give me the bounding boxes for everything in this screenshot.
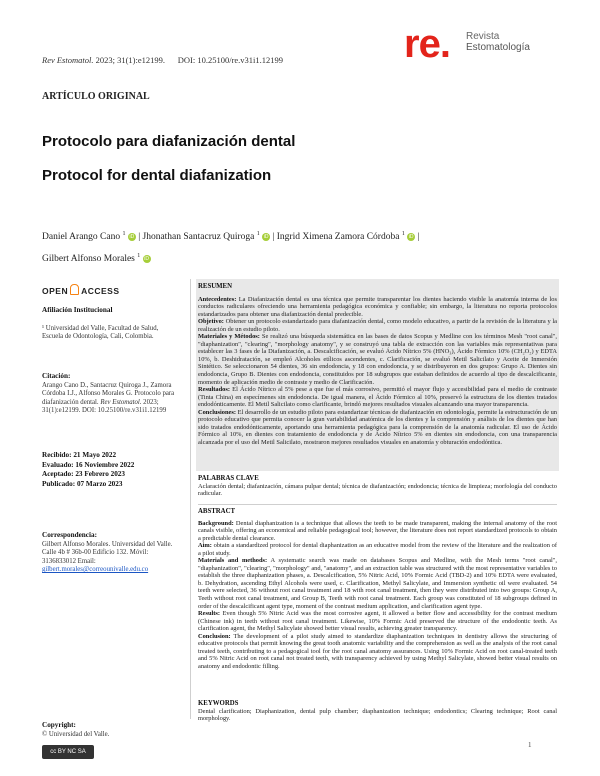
results-text: Even though 5% Nitric Acid was the most corrosive agent, it allowed a better flow and accessibility for the contrast medium (Chinese ink) in teeth without root canal treatment. Likewise, 10% Formic Acid preserved the structure of the endodontic teeth. As clarification agent, the Methyl Salicylate showed better visual results, achieving greater transparency. — [198, 610, 557, 633]
affiliation-sup: 1 — [122, 231, 126, 237]
evaluated-date: Evaluado: 16 Noviembre 2022 — [42, 460, 135, 469]
author-separator: | — [138, 232, 141, 242]
section-divider — [198, 504, 557, 505]
published-date: Publicado: 07 Marzo 2023 — [42, 479, 123, 488]
open-lock-icon — [70, 284, 79, 295]
objetivo-text: Obtener un protocolo estandarizado para diafanización dental, como modelo educativo, a partir de la revisión de la literatura y la realización de un estudio piloto. — [198, 318, 557, 333]
conclusiones-label: Conclusiones: — [198, 408, 236, 416]
resultados-text: El Ácido Nítrico al 5% pese a que fue el más corrosivo, permitió el mayor flujo y accesibilidad para el medio de contraste (Tinta China) en especímenes sin endodoncia. De igual manera, el Ácido Fórmico al 10%, preservó la estructura de los dientes tratados endodónticamente. El Metil Salicilato como clarificante, brindó mejores resultados visuales alcanzando una mayor transparencia. — [198, 386, 557, 409]
author-name: Daniel Arango Cano — [42, 232, 121, 242]
conclusion-text: The development of a pilot study aimed to standardize diaphanization techniques in dentistry allows the structuring of educative protocols that permit knowing the great tooth anatomic variability and the comprehension as well as the analysis of the root canal treated teeth, contributing to a pedagogical tool for the root canal anatomy assurances. Using 10% Formic Acid on root canal-treated teeth and 5% Nitric Acid on root canal not treated teeth, with transparency achieved by using Methyl Salicylate, showed better visual results on anatomy and endodontic filling. — [198, 632, 557, 670]
author-name: Gilbert Alfonso Morales — [42, 254, 135, 264]
author-separator: | — [417, 232, 420, 242]
open-access-badge — [42, 284, 120, 296]
copyright-block — [42, 721, 180, 739]
palabras-section — [198, 475, 557, 498]
citation-doi: 2023; 31(1):e12199. DOI: 10.25100/re.v31i1.12199 — [42, 398, 167, 415]
antecedentes-label: Antecedentes: — [198, 295, 237, 303]
keywords-heading: KEYWORDS — [198, 700, 239, 707]
access-word: ACCESS — [81, 286, 120, 296]
conclusion-label: Conclusion: — [198, 632, 231, 640]
affiliation-sup: 1 — [256, 231, 260, 237]
column-divider — [190, 279, 191, 719]
background-label: Background: — [198, 519, 234, 527]
citation-journal: Rev Estomatol. — [100, 398, 142, 406]
orcid-icon[interactable]: iD — [129, 234, 135, 240]
affiliation-sup: 1 — [401, 231, 405, 237]
orcid-icon[interactable]: iD — [408, 234, 414, 240]
conclusiones-text: El desarrollo de un estudio piloto para estandarizar técnicas de diafanización en odontología, permite la estructuración de un protocolo educativo que permita conocer la gran variabilidad anatómica de los dientes y la comprensión y análisis de los dientes que han sido tratados endodónticamente, aportando una herramienta pedagógica para la comprensión de la anatomía radicular. El uso de Ácido Fórmico al 10%, en dientes con tratamiento de endodoncia y de Ácido Nítrico 5% en dientes sin endodoncia, con una transparencia alcanzada por el uso del Metil Salicilato, mostraron mejores resultados visuales en anatomía y obturación endodóntica. — [198, 408, 557, 446]
objetivo-label: Objetivo: — [198, 318, 224, 326]
received-date: Recibido: 21 Mayo 2022 — [42, 451, 117, 459]
title-english: Protocol for dental diafanization — [42, 167, 272, 184]
copyright-title: Copyright: — [42, 721, 76, 729]
journal-logo-text — [466, 31, 530, 53]
metodos-text: Se realizó una búsqueda sistemática en las bases de datos Scopus y Medline con los términos Mesh "root canal", "diaphanization", "clearing", "morphology anatomy", y se construyó una tabla de extracción con las variables más representativas para establecer las 3 fases de la Diafanización, a. Descalcificación, se evaluó Ácido Nítrico 5% (HNO₃), Ácido Fórmico 10% (CH₂O₂) y EDTA 10%, b. Deshidratación, se empleó Alcoholes etílicos ascendentes, c. Clarificación, se evaluó Metil Salicilato y Aceite de Inmersión Sintético. Se seleccionaron 54 dientes, 36 sin endodoncia, y 18 con endodoncia, y se distribuyeron en dos grupos: Grupo A. Dientes sin endodoncia, Grupo B. Dientes con endodoncia, constituidos por 18 subgrupos que estaban definidos de acuerdo al tipo de descalcificante, momento de aplicación medio de contraste y medio de Clarificación. — [198, 333, 557, 386]
background-text: Dental diaphanization is a technique that allows the teeth to be made transparent, making the internal anatomy of the root canals visible, offering an economical and reliable pedagogical tool; however, the literature does not report standardized protocols to obtain a predictable dental clearance. — [198, 519, 557, 542]
resumen-section — [198, 283, 557, 446]
page-number: 1 — [528, 741, 532, 749]
dates-block — [42, 451, 180, 489]
correspondence-block — [42, 531, 180, 575]
methods-label: Materials and methods: — [198, 557, 268, 565]
cite-rest: 2023; 31(1):e12199. DOI: 10.25100/re.v31i1.12199 — [93, 55, 284, 65]
aim-text: obtain a standardized protocol for dental diaphanization as an educative model from the review of the literature and the realization of a pilot study. — [198, 542, 557, 557]
citation-text: Arango Cano D., Santacruz Quiroga J., Zamora Córdoba I.J., Alfonso Morales G. Protocolo para diafanización dental. — [42, 381, 175, 406]
affiliation-title: Afiliación Institucional — [42, 306, 113, 314]
citation-line — [42, 55, 283, 65]
aim-label: Aim: — [198, 542, 212, 550]
accepted-date: Aceptado: 23 Febrero 2023 — [42, 470, 125, 479]
affiliation-sup: 1 — [137, 253, 141, 259]
correspondence-text: Gilbert Alfonso Morales. Universidad del Valle. Calle 4b # 36b-00 Edificio 132. Móvil: 3136833012 Email: — [42, 540, 173, 565]
palabras-text: Aclaración dental; diafanización, cámara pulpar dental; técnica de diafanización; endodoncia; técnica de limpieza; morfología del conducto radicular. — [198, 482, 557, 498]
abstract-section — [198, 508, 557, 670]
resumen-heading: RESUMEN — [198, 283, 232, 290]
author-name: Ingrid Ximena Zamora Córdoba — [276, 232, 400, 242]
logo-line-1: Revista — [466, 31, 500, 42]
author-name: Jhonathan Santacruz Quiroga — [142, 232, 255, 242]
author-list — [42, 225, 562, 269]
affiliation-text: ¹ Universidad del Valle, Facultad de Salud, Escuela de Odontología, Cali, Colombia. — [42, 324, 159, 341]
copyright-text: © Universidad del Valle. — [42, 730, 110, 738]
author-separator: | — [272, 232, 275, 242]
antecedentes-text: La Diafanización dental es una técnica que permite transparentar los dientes haciendo visible la anatomía interna de los conductos radiculares ofreciendo una herramienta pedagógica económica y confiable; sin embargo, la literatura no reporta protocolos estandarizados para obtener una diafanización dental predecible. — [198, 295, 557, 318]
methods-text: A systematic search was made on databases Scopus and Medline, with the Mesh terms "root canal", "diaphanization", "clearing", "morphology" and, "anatomy", and an extraction table was structured with the most representative variables to establish the three diaphanization phases, a. Descalcification, 5% Nitric Acid, 10% Formic Acid (TBD-2) and 10% EDTA were evaluated, b. Dehydration, ascending Ethyl Alcohols were used, c. Clarification, Methyl Salicylate, and Immersion synthetic oil were evaluated. 54 teeth were selected, 36 without root canal treatment and 18 with root canal treatment, then they were distributed into two groups: Group A, Teeth without root canal treatment, and Group B, Teeth with root canal treatment. Each group was constituted of 18 subgroups defined in order of the descalcificant agent type, moment of the contrast medium application, and clarification agent type. — [198, 557, 558, 610]
correspondence-email-link[interactable]: gilbert.morales@correounivalle.edu.co — [42, 566, 149, 574]
citation-block — [42, 372, 180, 416]
citation-title: Citación: — [42, 372, 71, 380]
orcid-icon[interactable]: iD — [144, 256, 149, 262]
abstract-heading: ABSTRACT — [198, 508, 236, 515]
keywords-text: Dental clarification; Diaphanization, dental pulp chamber; diaphanization technique; endodontics; Clearing technique; Root canal morphology. — [198, 707, 557, 723]
orcid-icon[interactable]: iD — [263, 234, 269, 240]
keywords-section — [198, 700, 557, 723]
results-label: Results: — [198, 610, 221, 618]
title-spanish: Protocolo para diafanización dental — [42, 133, 296, 150]
affiliation-block — [42, 306, 180, 342]
cc-license-badge[interactable]: cc BY NC SA — [42, 745, 94, 759]
cite-journal: Rev Estomatol. — [42, 55, 94, 65]
resultados-label: Resultados: — [198, 386, 230, 394]
palabras-heading: PALABRAS CLAVE — [198, 475, 259, 482]
article-type: ARTÍCULO ORIGINAL — [42, 91, 150, 102]
journal-logo-mark: re. — [404, 22, 450, 66]
correspondence-title: Correspondencia: — [42, 531, 97, 539]
metodos-label: Materiales y Métodos: — [198, 333, 260, 341]
open-access-word: OPEN — [42, 286, 69, 296]
logo-line-2: Estomatología — [466, 42, 530, 53]
